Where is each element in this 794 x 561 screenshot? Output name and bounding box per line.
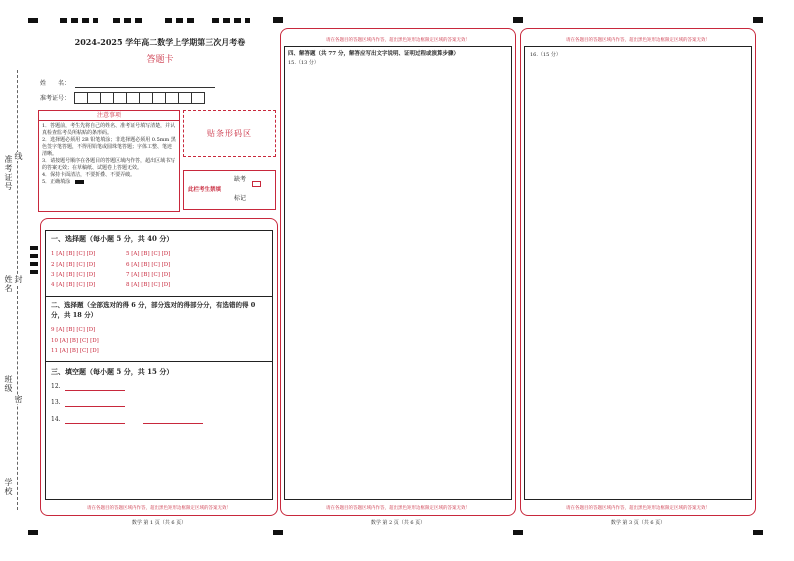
registration-mark [223, 18, 230, 23]
registration-mark [124, 18, 131, 23]
fill-blank-13[interactable] [51, 399, 125, 407]
registration-mark [60, 18, 67, 23]
side-marker [30, 246, 38, 250]
registration-mark [28, 530, 38, 535]
absence-checkbox[interactable] [252, 181, 261, 187]
question-15: 15.（13 分） [288, 60, 319, 66]
fill-blank-12[interactable] [51, 383, 125, 391]
notice-item: 1．答题前，考生先将自己的姓名、准考证号填写清楚，并认真检查监考员所粘贴的条形码。 [42, 123, 176, 136]
registration-mark [273, 17, 283, 23]
warning-text: 请在各题目的答题区域内作答，超出黑色矩形边框限定区域的答案无效！ [326, 506, 470, 511]
exam-title: 2024-2025 学年高二数学上学期第三次月考卷 [74, 37, 246, 47]
absence-label: 此栏考生禁填 [188, 187, 222, 193]
choice-row[interactable]: 1 [A] [B] [C] [D] [51, 251, 96, 257]
notice-title: 注意事项 [39, 111, 179, 121]
notice-item: 3．请按题号顺序在各题目的答题区域内作答，超出区域书写的答案无效；在草稿纸、试题卷上答题无效。 [42, 158, 176, 171]
answer-area-3[interactable] [524, 46, 752, 500]
registration-mark [165, 18, 172, 23]
question-number: 12. [51, 383, 61, 390]
fill-blank-14[interactable] [51, 416, 203, 424]
id-digit-box[interactable] [87, 92, 101, 104]
choice-row[interactable]: 3 [A] [B] [C] [D] [51, 272, 96, 278]
id-digit-box[interactable] [191, 92, 205, 104]
notice-item: 5．正确填涂 [42, 179, 71, 185]
blank-line[interactable] [65, 401, 125, 407]
choice-row[interactable]: 11 [A] [B] [C] [D] [51, 348, 99, 354]
name-label: 姓 名： [40, 80, 71, 87]
registration-mark [187, 18, 194, 23]
blank-line[interactable] [65, 385, 125, 391]
blank-line[interactable] [143, 418, 203, 424]
id-digit-boxes[interactable] [74, 92, 204, 104]
registration-mark [753, 530, 763, 535]
warning-text: 请在各题目的答题区域内作答，超出黑色矩形边框限定区域的答案无效！ [566, 38, 710, 43]
absence-mark-top: 缺考 [234, 176, 247, 183]
id-digit-box[interactable] [152, 92, 166, 104]
name-side-label: 姓名 [4, 275, 13, 293]
id-side-label: 准考证号 [4, 155, 13, 191]
notice-box [38, 110, 180, 212]
id-digit-box[interactable] [139, 92, 153, 104]
section-4-title: 四、解答题（共 77 分，解答应写出文字说明、证明过程或演算步骤） [288, 51, 459, 57]
section-divider [45, 296, 273, 297]
choice-row[interactable]: 5 [A] [B] [C] [D] [126, 251, 171, 257]
id-digit-box[interactable] [165, 92, 179, 104]
side-marker [30, 254, 38, 258]
seal-char-seal: 封 [14, 275, 23, 284]
footer-page-3: 数学 第 3 页（共 6 页） [610, 520, 666, 526]
side-marker [30, 270, 38, 274]
footer-page-2: 数学 第 2 页（共 6 页） [370, 520, 426, 526]
section-1-title: 一、选择题（每小题 5 分，共 40 分） [51, 234, 174, 243]
question-number: 13. [51, 399, 61, 406]
registration-mark [113, 18, 120, 23]
section-2-title-cont: 分，共 18 分） [51, 311, 98, 319]
id-digit-box[interactable] [100, 92, 114, 104]
registration-mark [82, 18, 89, 23]
name-underline[interactable] [75, 87, 215, 88]
registration-mark [513, 17, 523, 23]
side-marker [30, 262, 38, 266]
absence-mark-bottom: 标记 [234, 195, 247, 202]
id-digit-box[interactable] [126, 92, 140, 104]
seal-char-secret: 密 [14, 395, 23, 404]
question-16: 16.（15 分） [530, 52, 561, 58]
warning-text: 请在各题目的答题区域内作答，超出黑色矩形边框限定区域的答案无效！ [566, 506, 710, 511]
id-digit-box[interactable] [113, 92, 127, 104]
registration-mark [71, 18, 78, 23]
registration-mark [28, 18, 38, 23]
registration-mark [234, 18, 241, 23]
answer-area-2[interactable] [284, 46, 512, 500]
registration-mark [513, 530, 523, 535]
choice-row[interactable]: 8 [A] [B] [C] [D] [126, 282, 171, 288]
registration-mark [245, 18, 250, 23]
answer-card-label: 答题卡 [146, 55, 174, 65]
filled-bubble-sample [75, 180, 84, 184]
notice-item: 2．选择题必须用 2B 铅笔填涂；非选择题必须用 0.5mm 黑色签字笔答题，不得用铅笔或圆珠笔答题；字体工整、笔迹清晰。 [42, 137, 176, 157]
choice-row[interactable]: 4 [A] [B] [C] [D] [51, 282, 96, 288]
answer-area-1 [45, 230, 273, 500]
registration-mark [176, 18, 183, 23]
choice-row[interactable]: 6 [A] [B] [C] [D] [126, 262, 171, 268]
choice-row[interactable]: 2 [A] [B] [C] [D] [51, 262, 96, 268]
notice-item: 4．保持卡面清洁，不要折叠、不要弄破。 [42, 172, 136, 178]
registration-mark [212, 18, 219, 23]
barcode-label: 贴条形码区 [207, 129, 252, 138]
blank-line[interactable] [65, 418, 125, 424]
id-label: 准考证号： [40, 95, 71, 102]
school-side-label: 学校 [4, 478, 13, 496]
id-digit-box[interactable] [178, 92, 192, 104]
registration-mark [273, 530, 283, 535]
section-divider [45, 361, 273, 362]
registration-mark [753, 17, 763, 23]
warning-text: 请在各题目的答题区域内作答，超出黑色矩形边框限定区域的答案无效！ [326, 38, 470, 43]
barcode-area [183, 110, 276, 157]
absence-box [183, 170, 276, 210]
notice-fill-example [42, 179, 176, 186]
footer-page-1: 数学 第 1 页（共 6 页） [131, 520, 187, 526]
id-digit-box[interactable] [74, 92, 88, 104]
question-number: 14. [51, 416, 61, 423]
registration-mark [93, 18, 98, 23]
choice-row[interactable]: 10 [A] [B] [C] [D] [51, 338, 99, 344]
seal-line [17, 70, 18, 510]
class-side-label: 班级 [4, 375, 13, 393]
choice-row[interactable]: 9 [A] [B] [C] [D] [51, 327, 96, 333]
warning-text: 请在各题目的答题区域内作答，超出黑色矩形边框限定区域的答案无效！ [87, 506, 231, 511]
choice-row[interactable]: 7 [A] [B] [C] [D] [126, 272, 171, 278]
seal-char-line: 线 [14, 152, 23, 161]
section-2-title: 二、选择题（全部选对的得 6 分，部分选对的得部分分，有选错的得 0 [51, 301, 256, 309]
registration-mark [135, 18, 142, 23]
section-3-title: 三、填空题（每小题 5 分，共 15 分） [51, 367, 174, 376]
